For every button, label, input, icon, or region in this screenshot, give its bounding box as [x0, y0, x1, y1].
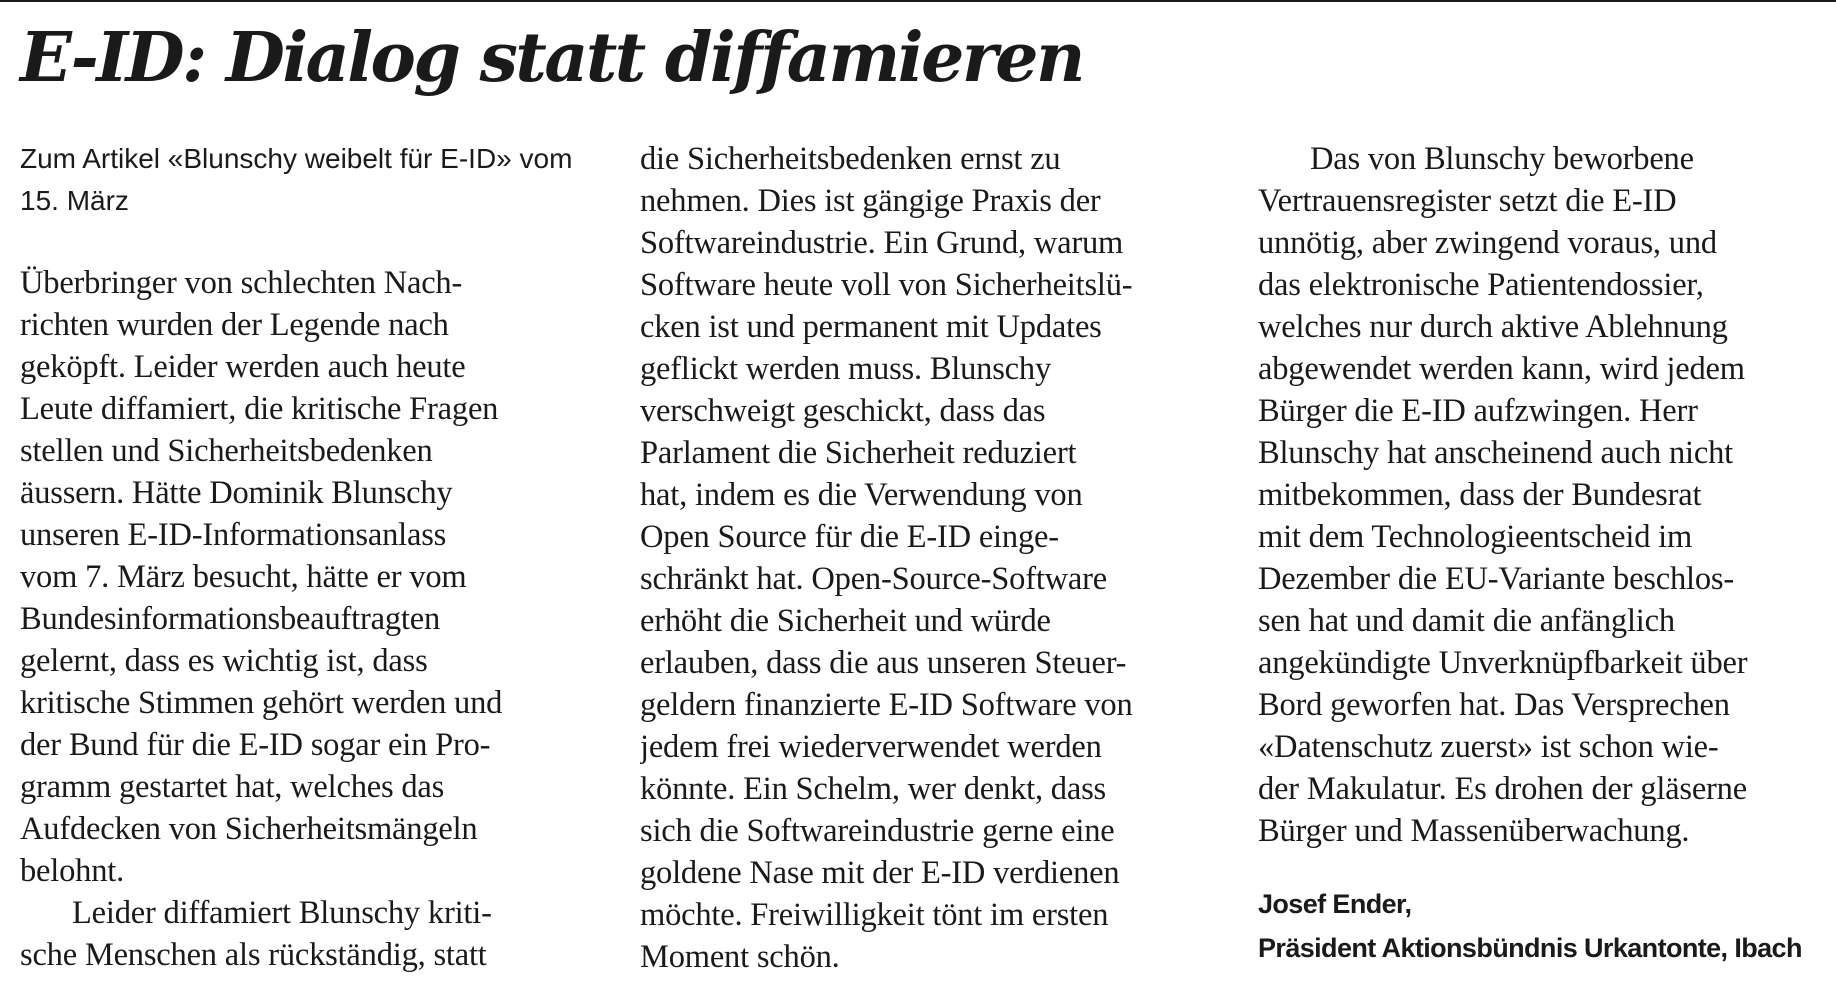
signature-name: Josef Ender,	[1258, 889, 1412, 919]
headline: E-ID: Dialog statt diffamieren	[20, 18, 1083, 98]
column-1	[20, 138, 610, 998]
top-rule	[0, 0, 1836, 2]
column-2	[640, 138, 1230, 998]
paragraph-1: Überbringer von schlechten Nach- richten wurden der Legende nach geköpft. Leider werden auch heute Leute diffamiert, die kritische Fragen stellen und Sicherheitsbedenken äussern. Hätte Dominik Blunschy unseren E-ID-Informationsanlass vom 7. März besucht, hätte er vom Bundesinformationsbeauftragten gelernt, dass es wichtig ist, dass kritische Stimmen gehört werden und der Bund für die E-ID sogar ein Pro- gramm gestartet hat, welches das Aufdecken von Sicherheitsmängeln belohnt.	[20, 265, 503, 889]
column-3	[1258, 138, 1836, 998]
paragraph-2-start: Leider diffamiert Blunschy kriti- sche Menschen als rückständig, statt	[20, 895, 492, 973]
paragraph-3: Das von Blunschy beworbene Vertrauensregister setzt die E-ID unnötig, aber zwingend voraus, und das elektronische Patientendossier, welches nur durch aktive Ablehnung abgewendet werden kann, wird jedem Bürger die E-ID aufzwingen. Herr Blunschy hat anscheinend auch nicht mitbekommen, dass der Bundesrat mit dem Technologieentscheid im Dezember die EU-Variante beschlos- sen hat und damit die anfänglich angekündigte Unverknüpfbarkeit über Bord geworfen hat. Das Versprechen «Datenschutz zuerst» ist schon wie- der Makulatur. Es drohen der gläserne Bürger und Massenüberwachung.	[1258, 141, 1748, 849]
article-reference: Zum Artikel «Blunschy weibelt für E-ID» vom 15. März	[20, 143, 573, 216]
signature-title: Präsident Aktionsbündnis Urkantonte, Ibach	[1258, 933, 1802, 963]
paragraph-2-continued: die Sicherheitsbedenken ernst zu nehmen. Dies ist gängige Praxis der Softwareindustrie. Ein Grund, warum Software heute voll von Sicherheitslü- cken ist und permanent mit Updates geflickt werden muss. Blunschy verschweigt geschickt, dass das Parlament die Sicherheit reduziert hat, indem es die Verwendung von Open Source für die E-ID einge- schränkt hat. Open-Source-Software erhöht die Sicherheit und würde erlauben, dass die aus unseren Steuer- geldern finanzierte E-ID Software von jedem frei wiederverwendet werden könnte. Ein Schelm, wer denkt, dass sich die Softwareindustrie gerne eine goldene Nase mit der E-ID verdienen möchte. Freiwilligkeit tönt im ersten Moment schön.	[640, 141, 1133, 975]
signature	[1258, 882, 1836, 970]
